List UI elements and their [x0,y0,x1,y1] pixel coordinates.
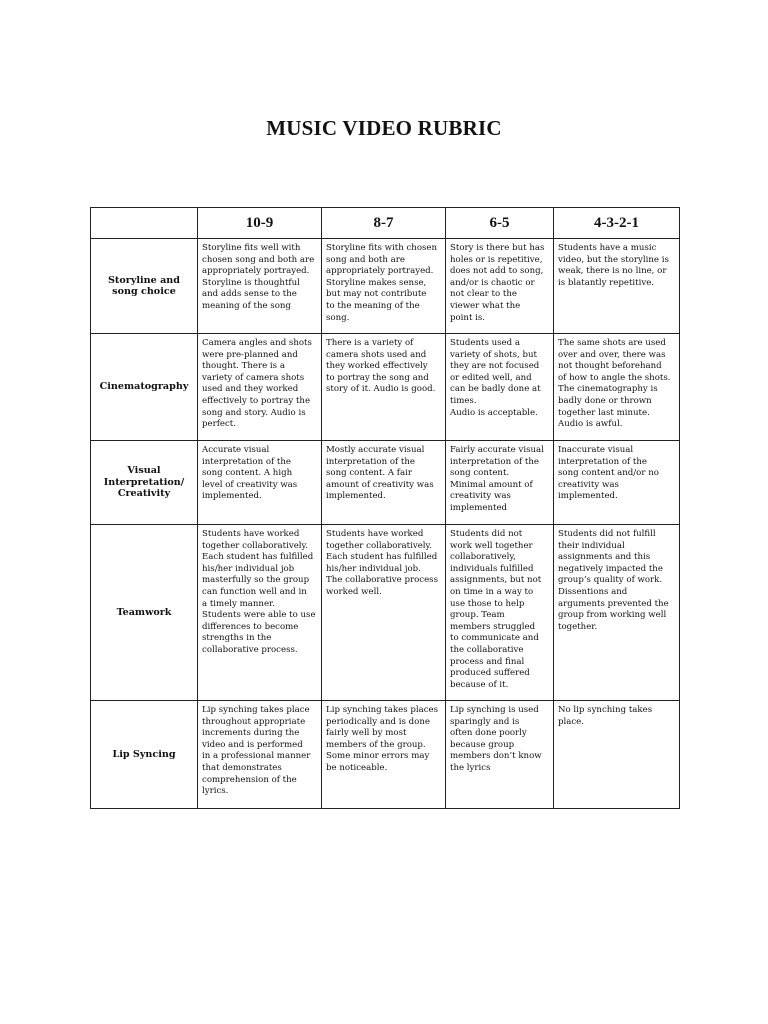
descriptor-line: implemented. [202,491,262,502]
descriptor-line: members struggled [450,621,536,632]
descriptor-line: periodically and is done [326,716,430,727]
descriptor-line: Students did not [450,529,523,539]
header-cell-score-10-9: 10-9 [198,208,322,239]
descriptor-line: group. Team [450,610,505,621]
descriptor-line: comprehension of the [202,774,297,785]
descriptor-line: times. [450,395,477,406]
descriptor-line: use those to help [450,598,525,609]
descriptor-line: throughout appropriate [202,716,306,727]
descriptor-cell [198,441,322,525]
descriptor-line: Accurate visual [202,445,270,455]
criterion-label-line: Lip Syncing [112,748,176,760]
descriptor-line: be noticeable. [326,762,388,773]
descriptor-line: that demonstrates [202,762,282,773]
descriptor-line: Storyline is thoughtful [202,277,300,288]
descriptor-line: in a professional manner [202,751,311,762]
descriptor-line: can be badly done at [450,384,541,395]
descriptor-line: lyrics. [202,786,229,797]
descriptor-cell [446,441,554,525]
descriptor-line: song content. [450,468,510,479]
descriptor-line: and/or is chaotic or [450,277,535,288]
descriptor-line: were pre-planned and [202,349,298,360]
descriptor-line: story of it. Audio is good. [326,384,436,395]
descriptor-line: video, but the storyline is [558,254,669,265]
descriptor-line: group from working well [558,610,667,621]
descriptor-line: group’s quality of work. [558,575,663,586]
descriptor-line: camera shots used and [326,349,427,360]
descriptor-line: interpretation of the [450,456,540,467]
descriptor-line: sparingly and is [450,716,520,727]
descriptor-line: Students were able to use [202,610,316,621]
descriptor-line: Students have a music [558,243,657,253]
descriptor-line: does not add to song, [450,266,544,277]
descriptor-cell [322,334,446,441]
descriptor-line: individuals fulfilled [450,563,534,574]
descriptor-line: creativity was [450,491,511,502]
descriptor-line: Lip synching is used [450,705,539,715]
descriptor-line: members of the group. [326,739,426,750]
descriptor-cell [322,239,446,334]
descriptor-line: amount of creativity was [326,479,434,490]
descriptor-cell [446,239,554,334]
descriptor-line: video and is performed [202,739,303,750]
descriptor-line: they worked effectively [326,361,428,372]
descriptor-cell [554,441,680,525]
criterion-cell [91,334,198,441]
descriptor-line: appropriately portrayed. [326,266,434,277]
descriptor-line: differences to become [202,621,299,632]
descriptor-line: and adds sense to the [202,289,297,300]
descriptor-line: There is a variety of [326,338,414,348]
descriptor-line: process and final [450,656,525,667]
descriptor-line: Fairly accurate visual [450,445,544,455]
descriptor-line: assignments, but not [450,575,542,586]
criterion-cell [91,525,198,701]
descriptor-line: song and both are [326,254,405,265]
criterion-cell [91,441,198,525]
descriptor-cell [322,525,446,701]
descriptor-line: together collaboratively. [326,540,432,551]
descriptor-line: implemented [450,502,508,513]
descriptor-line: negatively impacted the [558,563,663,574]
header-cell-score-4-3-2-1: 4-3-2-1 [554,208,680,239]
descriptor-line: is blatantly repetitive. [558,277,655,288]
descriptor-line: place. [558,716,585,727]
rubric-row [91,239,680,334]
rubric-row [91,525,680,701]
descriptor-line: effectively to portray the [202,395,311,406]
descriptor-line: song content. A high [202,468,293,479]
descriptor-cell [198,701,322,809]
descriptor-line: members don’t know [450,751,542,762]
descriptor-line: Camera angles and shots [202,338,312,348]
descriptor-line: creativity was [558,479,619,490]
descriptor-line: used and they worked [202,384,299,395]
descriptor-line: variety of camera shots [202,372,305,383]
descriptor-line: Storyline fits with chosen [326,243,438,253]
descriptor-line: implemented. [326,491,386,502]
descriptor-cell [198,334,322,441]
rubric-table [90,207,680,809]
descriptor-line: badly done or thrown [558,395,652,406]
descriptor-line: of how to angle the shots. [558,372,671,383]
descriptor-cell [198,239,322,334]
descriptor-line: meaning of the song [202,300,291,311]
descriptor-line: implemented. [558,491,618,502]
descriptor-line: on time in a way to [450,586,534,597]
descriptor-line: Some minor errors may [326,751,430,762]
descriptor-line: variety of shots, but [450,349,537,360]
descriptor-line: The collaborative process [326,575,438,586]
descriptor-line: Minimal amount of [450,479,533,490]
descriptor-line: work well together [450,540,533,551]
criterion-label-line: Creativity [117,488,171,500]
descriptor-cell [554,239,680,334]
descriptor-line: increments during the [202,728,300,739]
rubric-row [91,441,680,525]
rubric-row [91,701,680,809]
descriptor-line: holes or is repetitive, [450,254,543,265]
descriptor-line: Storyline makes sense, [326,277,427,288]
descriptor-line: to portray the song and [326,372,429,383]
descriptor-line: Students have worked [202,529,300,539]
descriptor-line: collaboratively, [450,552,516,563]
descriptor-line: Students used a [450,338,520,348]
page-title: MUSIC VIDEO RUBRIC [266,116,502,140]
descriptor-line: his/her individual job. [326,563,421,574]
descriptor-line: can function well and in [202,586,307,597]
descriptor-line: because of it. [450,679,509,690]
descriptor-line: viewer what the [450,300,521,311]
descriptor-line: but may not contribute [326,289,427,300]
descriptor-line: interpretation of the [558,456,648,467]
descriptor-line: chosen song and both are [202,254,315,265]
descriptor-cell [446,525,554,701]
descriptor-line: The cinematography is [558,384,658,395]
criterion-label-line: Storyline and [108,274,180,286]
descriptor-cell [554,525,680,701]
descriptor-line: because group [450,739,515,750]
criterion-label-line: Cinematography [99,381,189,393]
descriptor-line: produced suffered [450,668,530,679]
header-cell-score-8-7: 8-7 [322,208,446,239]
descriptor-line: Each student has fulfilled [326,552,438,563]
descriptor-line: worked well. [326,586,382,597]
rubric-row [91,334,680,441]
header-cell-criterion [91,208,198,239]
descriptor-line: often done poorly [450,728,527,739]
descriptor-line: his/her individual job [202,563,295,574]
descriptor-line: together collaboratively. [202,540,308,551]
descriptor-line: level of creativity was [202,479,298,490]
descriptor-cell [322,701,446,809]
descriptor-line: over and over, there was [558,349,666,360]
descriptor-line: The same shots are used [558,338,666,348]
descriptor-line: fairly well by most [326,728,407,739]
descriptor-line: strengths in the [202,633,272,644]
descriptor-line: masterfully so the group [202,575,310,586]
descriptor-line: assignments and this [558,552,651,563]
descriptor-cell [198,525,322,701]
criterion-label-line: Teamwork [116,606,172,618]
descriptor-line: they are not focused [450,361,540,372]
descriptor-line: Story is there but has [450,243,545,253]
descriptor-line: Lip synching takes place [202,705,310,715]
descriptor-line: interpretation of the [202,456,292,467]
descriptor-line: Inaccurate visual [558,445,634,455]
descriptor-line: song. [326,312,350,323]
descriptor-line: song and story. Audio is [202,407,306,418]
descriptor-line: collaborative process. [202,644,298,655]
descriptor-line: their individual [558,540,625,551]
descriptor-line: Each student has fulfilled [202,552,314,563]
criterion-cell [91,701,198,809]
descriptor-line: not clear to the [450,289,517,300]
descriptor-line: together last minute. [558,407,650,418]
criterion-label-line: Visual [127,465,161,477]
descriptor-line: Students have worked [326,529,424,539]
header-row [91,208,680,239]
descriptor-line: interpretation of the [326,456,416,467]
descriptor-line: to the meaning of the [326,300,420,311]
header-cell-score-6-5: 6-5 [446,208,554,239]
criterion-cell [91,239,198,334]
descriptor-cell [446,701,554,809]
descriptor-line: song content. A fair [326,468,412,479]
descriptor-line: weak, there is no line, or [558,266,667,277]
descriptor-line: song content and/or no [558,468,659,479]
descriptor-line: No lip synching takes [558,705,653,715]
descriptor-line: point is. [450,312,486,323]
descriptor-line: Audio is acceptable. [450,407,538,418]
descriptor-line: Students did not fulfill [558,529,656,539]
descriptor-line: appropriately portrayed. [202,266,310,277]
criterion-label-line: song choice [112,286,176,297]
descriptor-line: the collaborative [450,644,524,655]
criterion-label-line: Interpretation/ [103,476,185,488]
descriptor-line: perfect. [202,419,236,430]
descriptor-line: a timely manner. [202,598,275,609]
descriptor-line: the lyrics [450,762,491,773]
descriptor-line: thought. There is a [202,361,285,372]
descriptor-cell [322,441,446,525]
descriptor-line: together. [558,621,598,632]
descriptor-cell [554,701,680,809]
descriptor-line: Lip synching takes places [326,705,439,715]
descriptor-line: not thought beforehand [558,361,662,372]
descriptor-line: Mostly accurate visual [326,445,425,455]
descriptor-line: arguments prevented the [558,598,669,609]
descriptor-cell [554,334,680,441]
descriptor-cell [446,334,554,441]
descriptor-line: Audio is awful. [558,419,623,430]
descriptor-line: Dissentions and [558,586,628,597]
descriptor-line: Storyline fits well with [202,243,301,253]
descriptor-line: or edited well, and [450,372,532,383]
descriptor-line: to communicate and [450,633,539,644]
